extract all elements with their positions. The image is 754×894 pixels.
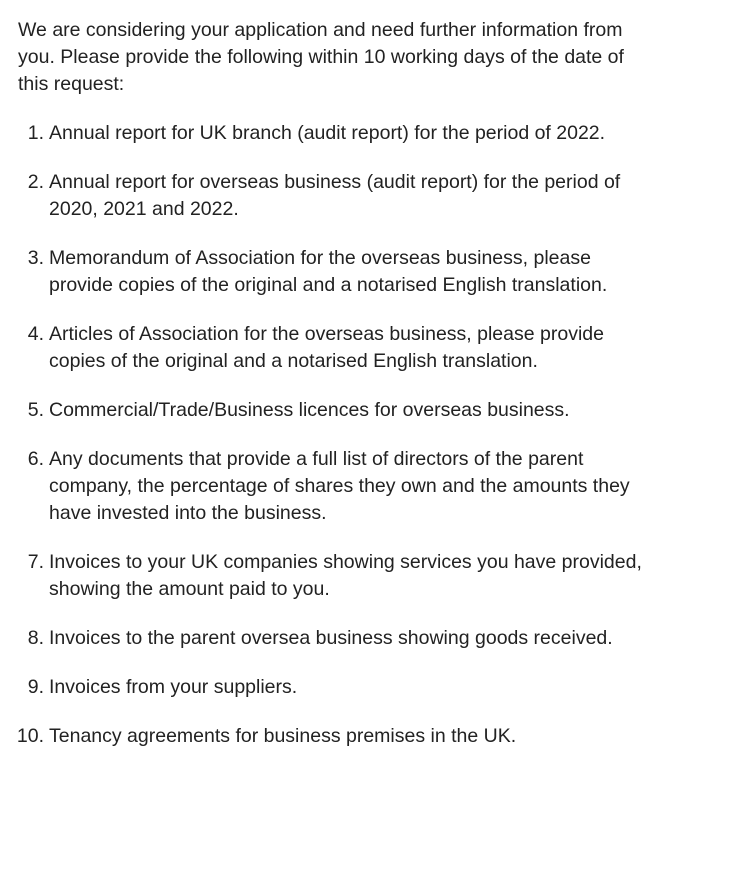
list-item-text: Commercial/Trade/Business licences for overseas business. (49, 399, 570, 421)
list-item (18, 169, 659, 223)
list-item-text: Annual report for UK branch (audit report) for the period of 2022. (49, 122, 606, 144)
list-item (18, 723, 659, 750)
list-item (18, 245, 659, 299)
list-item-number: 4. (27, 323, 44, 345)
list-item-number: 9. (27, 676, 44, 698)
list-item (18, 397, 659, 424)
list-item (18, 625, 659, 652)
list-item (18, 674, 659, 701)
list-item-number: 3. (27, 247, 44, 269)
list-item-text: Any documents that provide a full list of directors of the parent company, the percentage of shares they own and the amounts they have invested into the business. (49, 448, 630, 524)
list-item-text: Articles of Association for the overseas business, please provide copies of the original and a notarised English translation. (49, 323, 604, 372)
intro-paragraph: We are considering your application and need further information from you. Please provide the following within 10 working days of the date of this request: (18, 19, 624, 95)
list-item-text: Tenancy agreements for business premises in the UK. (49, 725, 517, 747)
list-item-number: 8. (27, 627, 44, 649)
list-item-text: Invoices to the parent oversea business showing goods received. (49, 627, 613, 649)
list-item-text: Invoices from your suppliers. (49, 676, 298, 698)
list-item-number: 1. (27, 122, 44, 144)
list-item-number: 6. (27, 448, 44, 470)
list-item-number: 5. (27, 399, 44, 421)
list-item-number: 7. (27, 551, 44, 573)
list-item (18, 549, 659, 603)
list-item (18, 446, 659, 527)
list-item-text: Annual report for overseas business (audit report) for the period of 2020, 2021 and 2022. (49, 171, 621, 220)
list-item-text: Memorandum of Association for the overseas business, please provide copies of the original and a notarised English translation. (49, 247, 608, 296)
list-item (18, 321, 659, 375)
requirements-list (18, 120, 754, 750)
list-item (18, 120, 659, 147)
list-item-number: 10. (16, 725, 44, 747)
list-item-text: Invoices to your UK companies showing services you have provided, showing the amount paid to you. (49, 551, 642, 600)
list-item-number: 2. (27, 171, 44, 193)
